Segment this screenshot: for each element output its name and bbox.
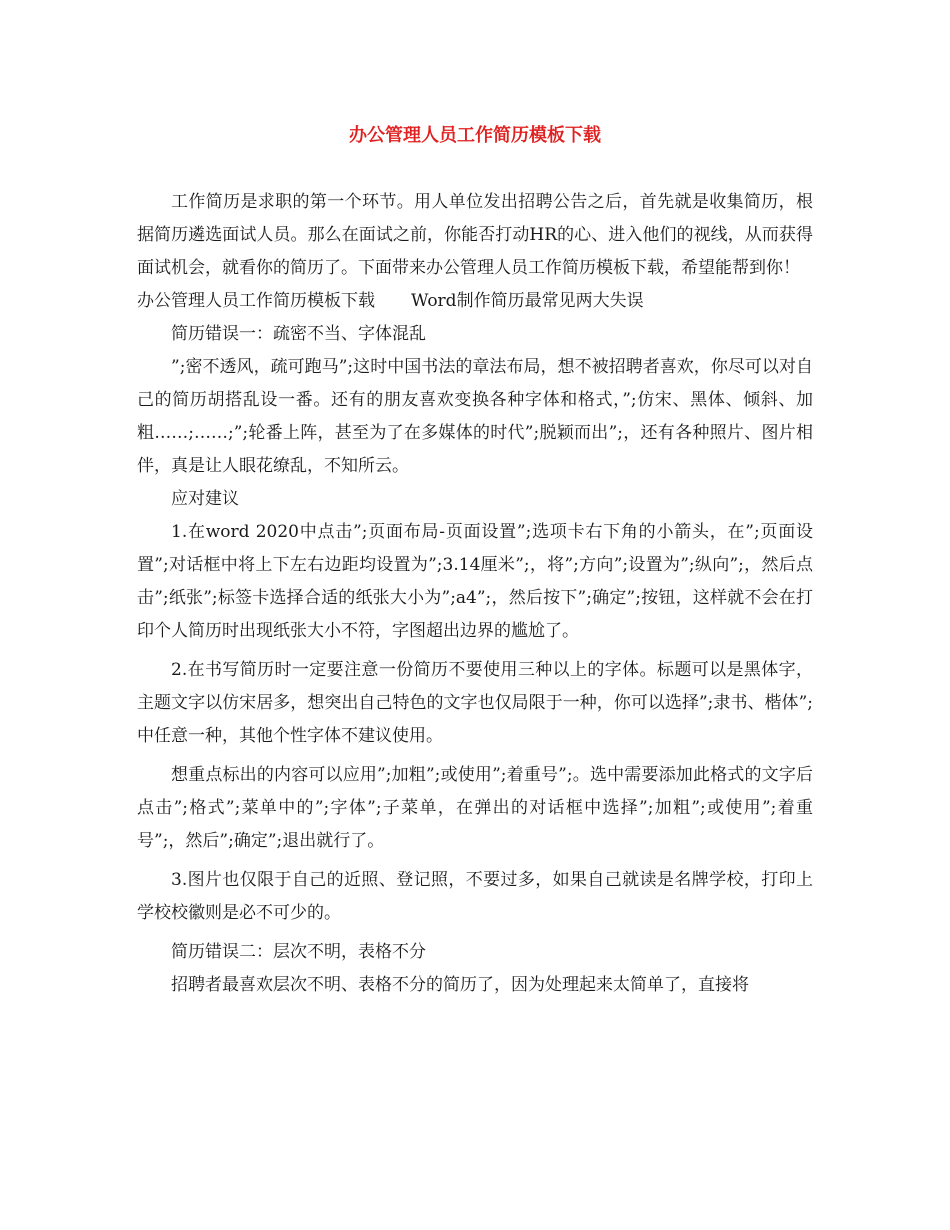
advice-heading: 应对建议 <box>171 489 239 509</box>
advice-item-1: 1.在word 2020中点击”;页面布局-页面设置”;选项卡右下角的小箭头，在”;页面设置”;对话框中将上下左右边距均设置为”;3.14厘米”;，将”;方向”;设置为”;纵向”;，然后点击”;纸张”;标签卡选择合适的纸张大小为”;a4”;，然后按下”;确定”;按钮，这样就不会在打印个人简历时出现纸张大小不符，字图超出边界的尴尬了。 <box>137 522 813 641</box>
emphasis-paragraph: 想重点标出的内容可以应用”;加粗”;或使用”;着重号”;。选中需要添加此格式的文字后点击”;格式”;菜单中的”;字体”;子菜单，在弹出的对话框中选择”;加粗”;或使用”;着重号”;，然后”;确定”;退出就行了。 <box>137 765 813 851</box>
error-two-paragraph: 招聘者最喜欢层次不明、表格不分的简历了，因为处理起来太简单了，直接将 <box>171 975 749 995</box>
document-title: 办公管理人员工作简历模板下载 <box>349 125 601 146</box>
section-heading-left: 办公管理人员工作简历模板下载 <box>137 291 375 311</box>
section-heading-right: Word制作简历最常见两大失误 <box>411 291 644 311</box>
document-body <box>137 186 813 1002</box>
advice-item-3: 3.图片也仅限于自己的近照、登记照，不要过多，如果自己就读是名牌学校，打印上学校校徽则是必不可少的。 <box>137 870 813 923</box>
error-one-heading: 简历错误一：疏密不当、字体混乱 <box>171 324 426 344</box>
error-two-heading: 简历错误二：层次不明，表格不分 <box>171 942 426 962</box>
section-heading-line <box>137 285 813 318</box>
advice-item-2: 2.在书写简历时一定要注意一份简历不要使用三种以上的字体。标题可以是黑体字，主题文字以仿宋居多，想突出自己特色的文字也仅局限于一种，你可以选择”;隶书、楷体”;中任意一种，其他个性字体不建议使用。 <box>137 660 813 746</box>
error-one-paragraph: ”;密不透风，疏可跑马”;这时中国书法的章法布局，想不被招聘者喜欢，你尽可以对自己的简历胡搭乱设一番。还有的朋友喜欢变换各种字体和格式，”;仿宋、黑体、倾斜、加粗……;……;”;轮番上阵，甚至为了在多媒体的时代”;脱颖而出”;，还有各种照片、图片相伴，真是让人眼花缭乱，不知所云。 <box>137 357 813 476</box>
intro-paragraph: 工作简历是求职的第一个环节。用人单位发出招聘公告之后，首先就是收集简历，根据简历遴选面试人员。那么在面试之前，你能否打动HR的心、进入他们的视线，从而获得面试机会，就看你的简历了。下面带来办公管理人员工作简历模板下载，希望能帮到你！ <box>137 192 813 278</box>
